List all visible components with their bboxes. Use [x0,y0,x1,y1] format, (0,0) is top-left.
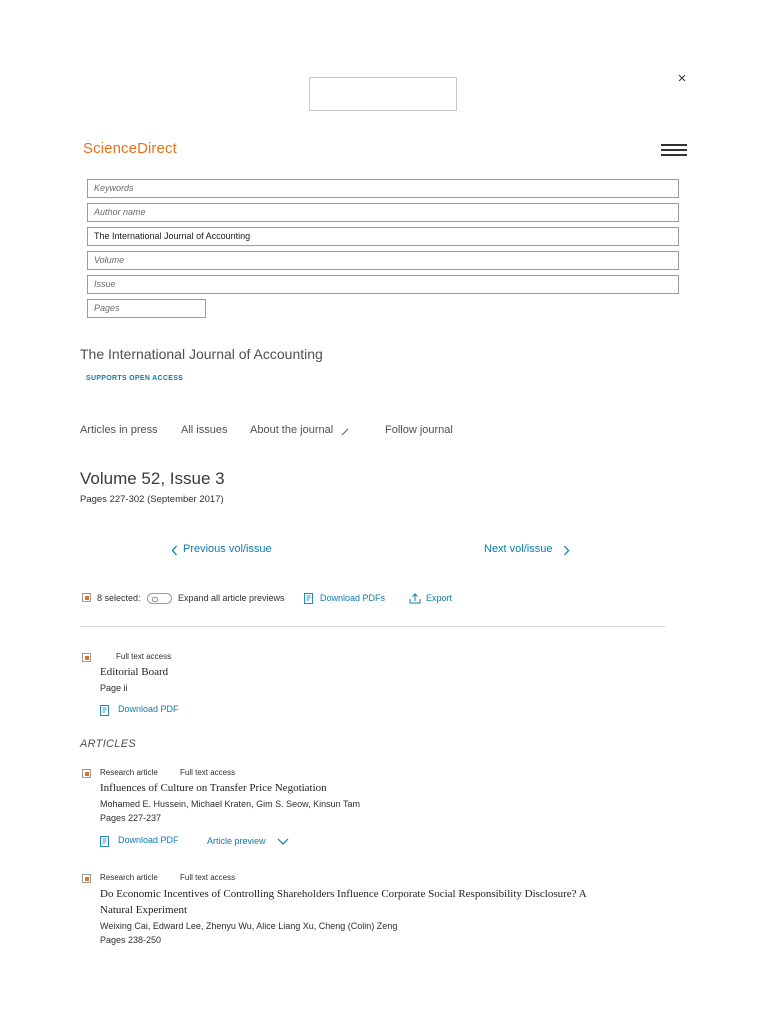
expand-previews-toggle[interactable] [147,593,172,604]
previous-issue-link[interactable]: Previous vol/issue [183,543,272,555]
pages-input[interactable]: Pages [87,299,206,318]
pdf-icon[interactable] [100,836,110,847]
access-label: Full text access [180,768,236,777]
volume-title: Volume 52, Issue 3 [80,469,225,488]
keywords-input[interactable]: Keywords [87,179,679,198]
journal-title-input[interactable]: The International Journal of Accounting [87,227,679,246]
pdf-icon[interactable] [304,593,314,604]
article-checkbox[interactable] [82,874,91,883]
section-heading: ARTICLES [80,738,136,750]
export-button[interactable]: Export [426,593,453,603]
divider [80,626,666,627]
hamburger-menu-icon[interactable] [661,143,687,157]
select-all-checkbox[interactable] [82,593,91,602]
chevron-left-icon[interactable] [171,545,178,556]
volume-input[interactable]: Volume [87,251,679,270]
article-title-line-2[interactable]: Natural Experiment [100,904,188,916]
ad-placeholder [309,77,457,111]
chevron-down-icon[interactable] [277,838,289,845]
article-preview-button[interactable]: Article preview [207,836,266,846]
article-pages: Pages 238-250 [100,935,162,945]
journal-title: The International Journal of Accounting [80,346,323,362]
access-label: Full text access [180,873,236,882]
article-checkbox[interactable] [82,653,91,662]
download-pdfs-button[interactable]: Download PDFs [320,593,386,603]
download-pdf-link[interactable]: Download PDF [118,704,179,714]
article-title-line-1[interactable]: Do Economic Incentives of Controlling Shareholders Influence Corporate Social Responsibility Disclosure? A [100,888,587,900]
sciencedirect-logo[interactable]: ScienceDirect [83,140,177,157]
article-pages: Pages 227-237 [100,813,162,823]
nav-follow-journal[interactable]: Follow journal [385,424,453,436]
article-pages: Page ii [100,683,128,693]
next-issue-link[interactable]: Next vol/issue [484,543,553,555]
issue-input[interactable]: Issue [87,275,679,294]
author-name-input[interactable]: Author name [87,203,679,222]
volume-pages: Pages 227-302 (September 2017) [80,494,224,505]
article-type-label: Research article [100,768,158,777]
export-icon[interactable] [409,593,421,604]
nav-all-issues[interactable]: All issues [181,424,228,436]
article-authors: Mohamed E. Hussein, Michael Kraten, Gim S. Seow, Kinsun Tam [100,799,360,809]
article-title[interactable]: Influences of Culture on Transfer Price Negotiation [100,782,327,794]
nav-articles-in-press[interactable]: Articles in press [80,424,158,436]
external-link-icon [341,428,349,436]
chevron-right-icon[interactable] [563,545,570,556]
nav-about-journal[interactable]: About the journal [250,424,334,436]
open-access-label[interactable]: SUPPORTS OPEN ACCESS [86,375,184,382]
expand-previews-label: Expand all article previews [178,593,285,603]
close-icon[interactable]: × [677,70,687,87]
download-pdf-link[interactable]: Download PDF [118,835,179,845]
article-authors: Weixing Cai, Edward Lee, Zhenyu Wu, Alice Liang Xu, Cheng (Colin) Zeng [100,921,398,931]
pdf-icon[interactable] [100,705,110,716]
article-type-label: Research article [100,873,158,882]
access-label: Full text access [116,652,172,661]
article-title[interactable]: Editorial Board [100,666,169,678]
article-checkbox[interactable] [82,769,91,778]
selected-count: 8 selected: [97,593,141,603]
